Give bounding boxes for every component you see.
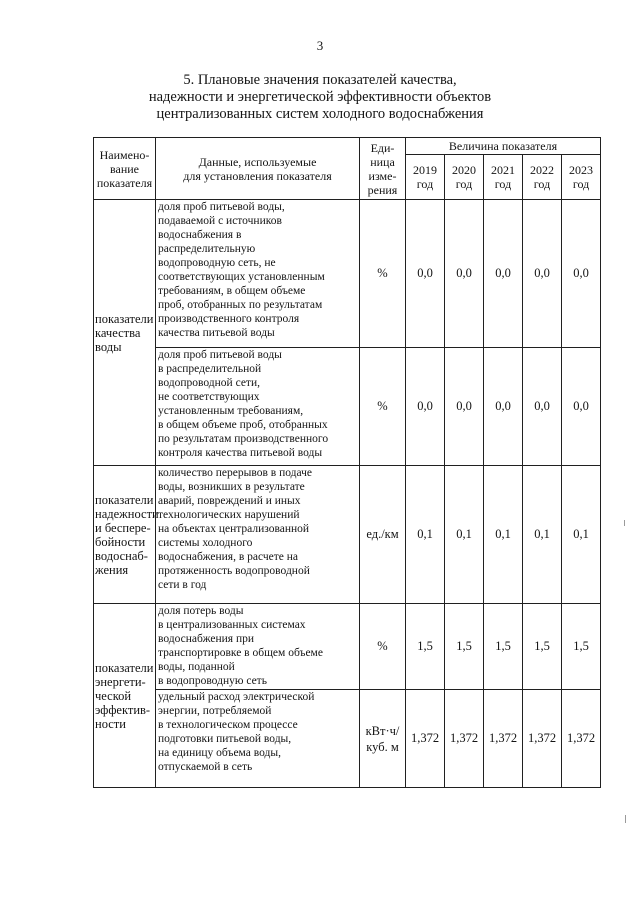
value-cell: 1,372 [406,690,445,788]
header-unit: Еди- ница изме- рения [360,138,406,200]
group-quality: показатели качества воды [94,200,156,466]
row-description: удельный расход электрической энергии, потребляемой в технологическом процессе подготовки питьевой воды, на единицу объема воды, отпускаемой в сеть [156,690,360,788]
value-cell: 1,5 [523,604,562,690]
value-cell: 1,372 [523,690,562,788]
header-value-group: Величина показателя [406,138,601,155]
header-data-used: Данные, используемые для установления показателя [156,138,360,200]
header-year: 2023 год [562,155,601,200]
row-description: доля потерь воды в централизованных системах водоснабжения при транспортировке в общем объеме воды, поданной в водопроводную сеть [156,604,360,690]
page-number: 3 [316,38,324,53]
value-cell: 0,0 [523,348,562,466]
table-row [94,348,601,466]
value-cell: 1,5 [484,604,523,690]
indicators-table [93,137,601,788]
value-cell: 0,0 [484,348,523,466]
row-unit: кВт·ч/ куб. м [360,690,406,788]
row-description: доля проб питьевой воды, подаваемой с источников водоснабжения в распределительную водопроводную сеть, не соответствующих установленным требованиям, в общем объеме проб, отобранных по результатам производственного контроля качества питьевой воды [156,200,360,348]
value-cell: 1,372 [484,690,523,788]
value-cell: 1,372 [562,690,601,788]
row-unit: ед./км [360,466,406,604]
value-cell: 0,0 [484,200,523,348]
table-row [94,466,601,604]
value-cell: 0,1 [562,466,601,604]
table-row [94,690,601,788]
value-cell: 0,0 [562,200,601,348]
value-cell: 1,5 [406,604,445,690]
title-line: централизованных систем холодного водоснабжения [156,106,484,122]
header-year: 2021 год [484,155,523,200]
table-row [94,604,601,690]
group-energy: показатели энергети- ческой эффектив- ности [94,604,156,788]
group-reliability: показатели надежности и беспере- бойности водоснаб- жения [94,466,156,604]
value-cell: 0,1 [484,466,523,604]
row-description: доля проб питьевой воды в распределительной водопроводной сети, не соответствующих установленным требованиям, в общем объеме проб, отобранных по результатам производственного контроля качества питьевой воды [156,348,360,466]
value-cell: 0,0 [523,200,562,348]
row-unit: % [360,348,406,466]
value-cell: 1,5 [562,604,601,690]
row-description: количество перерывов в подаче воды, возникших в результате аварий, повреждений и иных технологических нарушений на объектах централизованной системы холодного водоснабжения, в расчете на протяженность водопроводной сети в год [156,466,360,604]
page-title [0,72,640,123]
header-year: 2019 год [406,155,445,200]
scan-artifact [625,815,626,823]
header-indicator-name: Наимено- вание показателя [94,138,156,200]
header-row [94,138,601,155]
header-year: 2022 год [523,155,562,200]
value-cell: 0,1 [445,466,484,604]
table-row [94,200,601,348]
value-cell: 0,1 [523,466,562,604]
value-cell: 0,0 [406,348,445,466]
value-cell: 0,0 [562,348,601,466]
value-cell: 0,0 [406,200,445,348]
scan-artifact [624,520,625,526]
title-line: 5. Плановые значения показателей качества, [183,72,457,88]
title-line: надежности и энергетической эффективности объектов [148,89,492,105]
row-unit: % [360,200,406,348]
value-cell: 1,5 [445,604,484,690]
value-cell: 0,0 [445,348,484,466]
header-year: 2020 год [445,155,484,200]
value-cell: 0,1 [406,466,445,604]
value-cell: 1,372 [445,690,484,788]
row-unit: % [360,604,406,690]
value-cell: 0,0 [445,200,484,348]
